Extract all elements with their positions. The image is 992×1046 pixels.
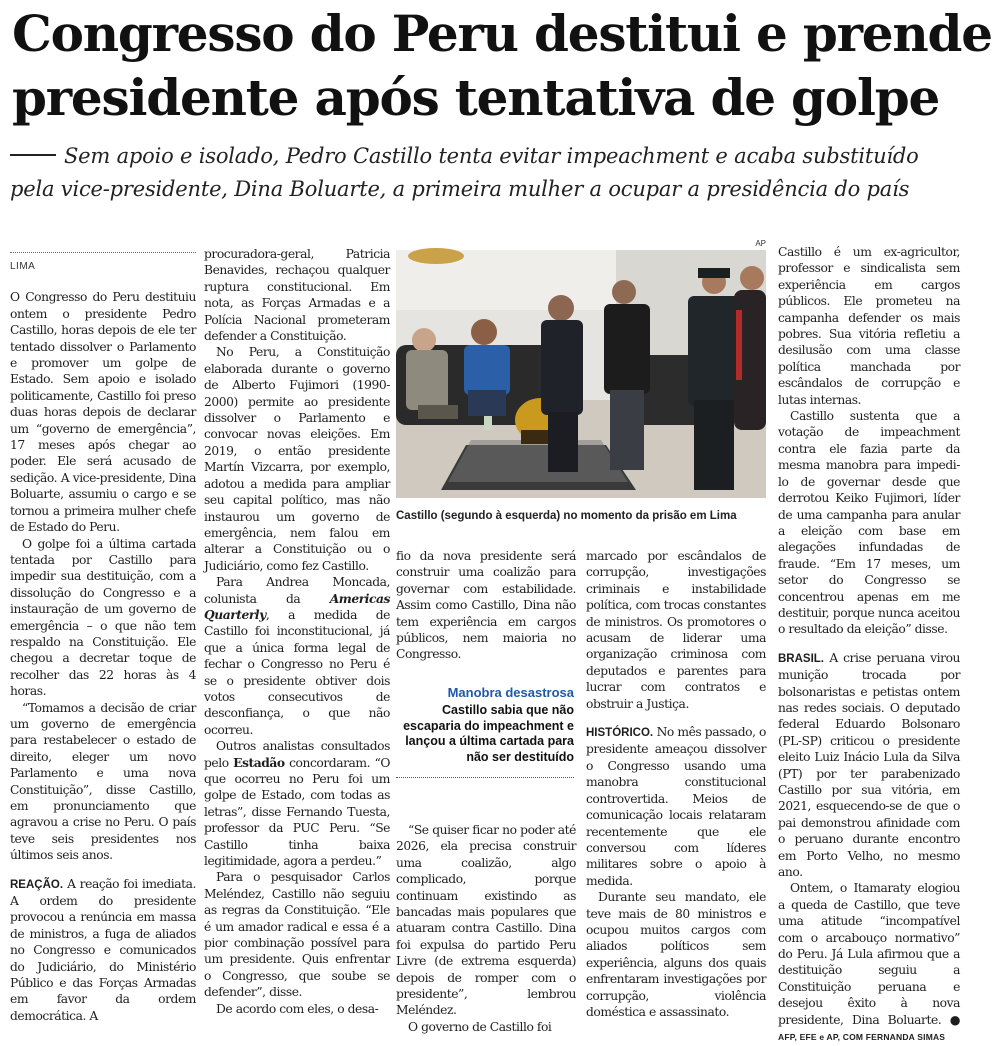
col2-paragraph-2: No Peru, a Constituição elaborada durante o governo de Alberto Fujimori (1990-2000) permite ao presidente dissolver o Parlamento e convocar novas eleições. Em 2019, o então presidente Martín Vizcarra, por exemplo, adotou a medida para ampliar seu capital político, mas não instaurou um governo de emergência, nem falou em alterar a Constituição ou o Judiciário, como fez Castillo. (204, 345, 390, 573)
col2-paragraph-4-a: Outros analistas consultados pelo (204, 739, 390, 770)
col4-paragraph-1: marcado por escândalos de corrupção, investigações criminais e instabilidade política, com trocas constantes de ministros. Os promotores o acusam de liderar uma organização criminosa com deputados e parentes para lucrar com contratos e obstruir a Justiça. (586, 549, 766, 711)
publication-name: Americas Quarterly (204, 590, 390, 622)
photo-block (396, 239, 766, 498)
pull-quote-text: Castillo sabia que não escaparia do impeachment e lançou a última cartada para não ser destituído (403, 703, 574, 764)
arrest-photo (396, 250, 766, 498)
col1-paragraph-4-text: A reação foi imediata. A ordem do presidente provocou a renúncia em massa de ministros, a fuga de aliados no Congresso e comunicados do Judiciário, do Ministério Público e das Forças Armadas em favor da ordem democrática. A (10, 876, 196, 1023)
col1-paragraph-3: “Tomamos a decisão de criar um governo de emergência para restabelecer o estado de direito, eleger um novo Parlamento e uma nova Constituição”, disse Castillo, em pronunciamento que agravou a crise no Peru. O país teve seis presidentes nos últimos seis anos. (10, 700, 196, 863)
dek-line-1 (10, 140, 960, 173)
col1-paragraph-4 (10, 876, 196, 1025)
col5-paragraph-4 (778, 880, 960, 1045)
col2-paragraph-4-b: concordaram. “O que ocorreu no Peru foi um golpe de Estado, com todas as letras”, disse Fernando Tuesta, professor da PUC Peru. “Se Castillo tinha baixa legitimidade, agora a perdeu.” (204, 755, 390, 869)
col5-paragraph-4-text: Ontem, o Itamaraty elogiou a queda de Castillo, que teve uma atitude “incompatível com o arcabouço normativo” do Peru. Já Lula afirmou que a destituição seguiu a Constituição peruana e desejou êxito à nova presidente, Dina Boluarte. (778, 881, 960, 1027)
photo-caption: Castillo (segundo à esquerda) no momento da prisão em Lima (396, 510, 737, 522)
column-2 (204, 246, 390, 1017)
col4-paragraph-2-text: No mês passado, o presidente ameaçou dissolver o Congresso usando uma manobra constitucional controvertida. Meios de comunicação locais relataram recentemente que ele conversou com líderes militares sobre o apoio à medida. (586, 725, 766, 888)
headline-line-2: presidente após tentativa de golpe (12, 68, 940, 127)
col3-paragraph-2: “Se quiser ficar no poder até 2026, ela precisa construir uma coalizão, algo complicado, porque continuam existindo as bancadas mais populares que atuaram contra Castillo. Dina foi expulsa do partido Peru Livre (de extrema esquerda) depois de romper com o presidente”, lembrou Meléndez. (396, 823, 576, 1018)
dek-rule (10, 154, 56, 156)
col5-paragraph-3-text: A crise peruana virou munição trocada por bolsonaristas e petistas ontem nas redes sociais. O deputado federal Eduardo Bolsonaro (PL-SP) criticou o presidente eleito Luiz Inácio Lula da Silva (PT) por ter parabenizado Castillo por sua vitória, em 2021, esquecendo-se de que o pai demonstrou afinidade com o peruano durante encontro em Porto Velho, no mesmo ano. (778, 650, 960, 880)
dek-line-1-text: Sem apoio e isolado, Pedro Castillo tenta evitar impeachment e acaba substituído (64, 144, 919, 168)
col4-paragraph-3: Durante seu mandato, ele teve mais de 80 ministros e ocupou muitos cargos com aliados políticos sem experiência, alguns dos quais enfrentaram investigações por corrupção, violência doméstica e assassinato. (586, 890, 766, 1019)
col1-paragraph-2: O golpe foi a última cartada tentada por Castillo para impedir sua destituição, com a dissolução do Congresso e a instauração de um governo de emergência – o que não tem respaldo na Constituição. Ele chegou a decretar toque de recolher das 22 horas às 4 horas. (10, 536, 196, 699)
pull-quote-rule (396, 777, 574, 778)
column-4 (586, 548, 766, 1020)
arrest-photo-illustration (396, 250, 766, 498)
end-mark: ● (949, 1012, 960, 1027)
kicker-historico: HISTÓRICO. (586, 727, 654, 740)
col3-paragraph-1: fio da nova presidente será construir uma coalizão para governar com estabilidade. Assim como Castillo, Dina não tem experiência em cargos públicos, nem maioria no Congresso. (396, 549, 576, 662)
headline-line-1: Congresso do Peru destitui e prende (12, 4, 992, 63)
col1-paragraph-1: O Congresso do Peru destituiu ontem o presidente Pedro Castillo, horas depois de ele ter tentado dissolver o Parlamento e promover um golpe de Estado. Sem apoio e isolado politicamente, Castillo foi preso duas horas depois de declarar um “governo de emergência”, 17 meses após chegar ao poder. Ele será acusado de sedição. A vice-presidente, Dina Boluarte, assumiu o cargo e se tornou a primeira mulher chefe de Estado do Peru. (10, 290, 196, 535)
col5-paragraph-2: Castillo sustenta que a votação de impeachment contra ele fazia parte da mesma manobra para impedi-lo de governar desde que derrotou Keiko Fujimori, líder de uma campanha para anular a eleição com base em alegações infundadas de fraude. “Em 17 meses, um setor do Congresso se concentrou apenas em me destituir, porque nunca aceitou o resultado da eleição” disse. (778, 409, 960, 637)
col3-paragraph-3: O governo de Castillo foi (408, 1019, 552, 1034)
col2-paragraph-3-b: , a medida de Castillo foi inconstitucional, já que a única forma legal de fechar o Congresso no Peru é se o presidente obtiver dois votos consecutivos de desconfiança, o que não ocorreu. (204, 607, 390, 737)
column-5 (778, 244, 960, 1046)
col2-paragraph-6: De acordo com eles, o desa- (216, 1001, 379, 1016)
pull-quote-title: Manobra desastrosa (447, 685, 574, 700)
kicker-brasil: BRASIL. (778, 652, 824, 665)
dek (10, 140, 960, 206)
photo-credit: AP (755, 239, 766, 248)
dek-line-2: pela vice-presidente, Dina Boluarte, a primeira mulher a ocupar a presidência do país (10, 177, 910, 201)
headline (12, 2, 992, 130)
col5-paragraph-3 (778, 650, 960, 881)
col5-paragraph-1: Castillo é um ex-agricultor, professor e sindicalista sem experiência em cargos públicos. Ele prometeu na campanha defender os mais pobres. Sua vitória refletiu a desilusão com uma classe política manchada por escândalos de corrupção e lutas internas. (778, 245, 960, 407)
col2-paragraph-3-a: Para Andrea Moncada, colunista da (204, 575, 390, 606)
column-3-continued (396, 822, 576, 1035)
col2-paragraph-5: Para o pesquisador Carlos Meléndez, Castillo não seguiu as regras da Constituição. “Ele é um amador radical e essa é a pior combinação possível para um presidente. Quis enfrentar o Congresso, que soube se defender”, disse. (204, 870, 390, 1000)
pull-quote (396, 685, 574, 778)
newspaper-name: Estadão (233, 754, 285, 770)
dateline: LIMA (10, 252, 196, 275)
col4-paragraph-2 (586, 724, 766, 889)
column-1 (10, 242, 196, 1024)
column-3 (396, 548, 576, 663)
col2-paragraph-3 (204, 574, 390, 738)
col2-paragraph-4 (204, 738, 390, 869)
col2-paragraph-1: procuradora-geral, Patricia Benavides, rechaçou qualquer ruptura constitucional. Em nota, as Forças Armadas e a Polícia Nacional prometeram defender a Constituição. (204, 247, 390, 344)
kicker-reacao: REAÇÃO. (10, 878, 64, 891)
byline: AFP, EFE e AP, COM FERNANDA SIMAS (778, 1032, 946, 1043)
